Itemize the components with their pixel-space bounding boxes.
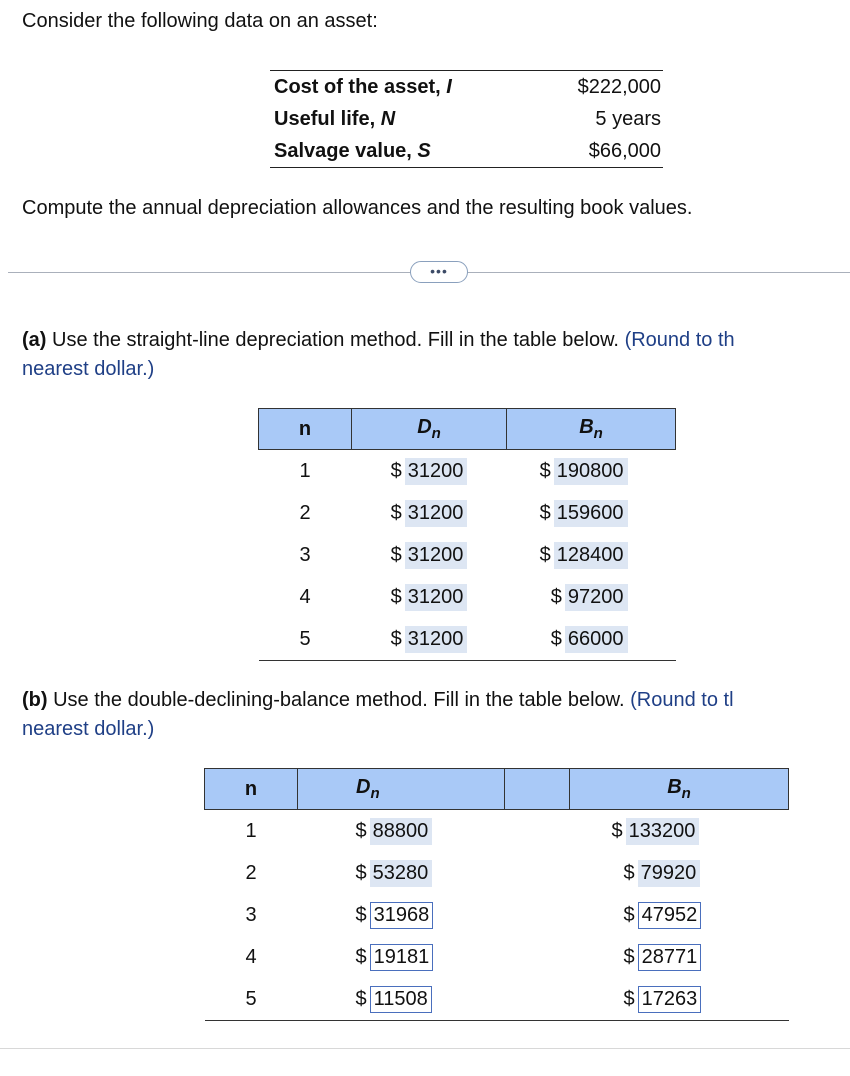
depreciation-value: 31200 xyxy=(405,500,468,527)
book-value-input[interactable]: 47952 xyxy=(638,902,702,929)
col-header-blank xyxy=(505,769,570,810)
asset-row-salvage xyxy=(270,135,663,167)
book-value: 97200 xyxy=(565,584,628,611)
depreciation-value: 31200 xyxy=(405,542,468,569)
asset-value: $66,000 xyxy=(588,139,661,162)
part-a-text: Use the straight-line depreciation method. Fill in the table below. xyxy=(46,329,625,351)
asset-var: N xyxy=(380,107,396,130)
book-value: 133200 xyxy=(626,818,700,845)
table-row: 5 $ 11508 $ 17263 xyxy=(205,978,789,1021)
part-a-hint-cont: nearest dollar.) xyxy=(22,358,155,380)
part-a-tag: (a) xyxy=(22,329,47,351)
col-header-n: n xyxy=(205,769,298,810)
part-b-hint-cont: nearest dollar.) xyxy=(22,718,155,740)
asset-row-life xyxy=(270,103,663,135)
col-header-dn: $D_n$ xyxy=(298,769,505,810)
table-row: 1 $ 88800 $ 133200 xyxy=(205,810,789,853)
part-b-hint: (Round to tl xyxy=(630,689,734,711)
part-a-hint: (Round to th xyxy=(624,329,735,351)
year-cell: 4 xyxy=(245,945,257,968)
col-header-dn: $D_n$ xyxy=(352,409,507,450)
asset-label: Salvage value, xyxy=(274,139,418,162)
asset-row-cost xyxy=(270,71,663,103)
part-b-tag: (b) xyxy=(22,689,48,711)
depreciation-value: 53280 xyxy=(370,860,433,887)
table-row: 2 $ 31200 $ 159600 xyxy=(259,492,676,534)
table-row: 3 $ 31968 $ 47952 xyxy=(205,894,789,936)
table-row: 4 $ 31200 $ 97200 xyxy=(259,576,676,618)
compute-instruction: Compute the annual depreciation allowances and the resulting book values. xyxy=(22,197,693,219)
year-cell: 2 xyxy=(245,861,257,884)
book-value-input[interactable]: 17263 xyxy=(638,986,702,1013)
year-cell: 1 xyxy=(245,819,257,842)
intro-text: Consider the following data on an asset: xyxy=(22,10,378,32)
asset-label: Useful life, xyxy=(274,107,381,130)
depreciation-input[interactable]: 11508 xyxy=(370,986,432,1013)
year-cell: 3 xyxy=(245,903,257,926)
year-cell: 2 xyxy=(299,501,311,524)
table-row: 5 $ 31200 $ 66000 xyxy=(259,618,676,661)
depreciation-value: 31200 xyxy=(405,626,468,653)
table-row: 1 $ 31200 $ 190800 xyxy=(259,450,676,493)
asset-value: 5 years xyxy=(595,107,661,130)
depreciation-input[interactable]: 31968 xyxy=(370,902,434,929)
book-value: 79920 xyxy=(638,860,701,887)
depreciation-input[interactable]: 19181 xyxy=(370,944,434,971)
asset-var: I xyxy=(446,75,452,98)
book-value: 66000 xyxy=(565,626,628,653)
col-header-bn: $B_n$ xyxy=(570,769,789,810)
book-value: 128400 xyxy=(554,542,628,569)
col-header-n: n xyxy=(259,409,352,450)
table-row: 2 $ 53280 $ 79920 xyxy=(205,852,789,894)
book-value: 190800 xyxy=(554,458,628,485)
part-a-question xyxy=(22,326,850,384)
part-b-question xyxy=(22,686,850,744)
year-cell: 1 xyxy=(299,459,311,482)
asset-label: Cost of the asset, xyxy=(274,75,447,98)
more-options-button[interactable]: ••• xyxy=(410,261,468,283)
asset-var: S xyxy=(417,139,431,162)
asset-data-table xyxy=(270,70,663,168)
depreciation-value: 31200 xyxy=(405,584,468,611)
depreciation-value: 88800 xyxy=(370,818,433,845)
table-row: 3 $ 31200 $ 128400 xyxy=(259,534,676,576)
depreciation-value: 31200 xyxy=(405,458,468,485)
year-cell: 4 xyxy=(299,585,311,608)
book-value: 159600 xyxy=(554,500,628,527)
double-declining-table xyxy=(204,768,789,1021)
book-value-input[interactable]: 28771 xyxy=(638,944,702,971)
year-cell: 5 xyxy=(259,618,352,661)
table-row: 4 $ 19181 $ 28771 xyxy=(205,936,789,978)
year-cell: 3 xyxy=(299,543,311,566)
col-header-bn: $B_n$ xyxy=(507,409,676,450)
straight-line-table xyxy=(258,408,676,661)
footer-divider xyxy=(0,1048,850,1049)
part-b-text: Use the double-declining-balance method. Fill in the table below. xyxy=(47,689,631,711)
asset-value: $222,000 xyxy=(577,75,661,98)
year-cell: 5 xyxy=(205,978,298,1021)
